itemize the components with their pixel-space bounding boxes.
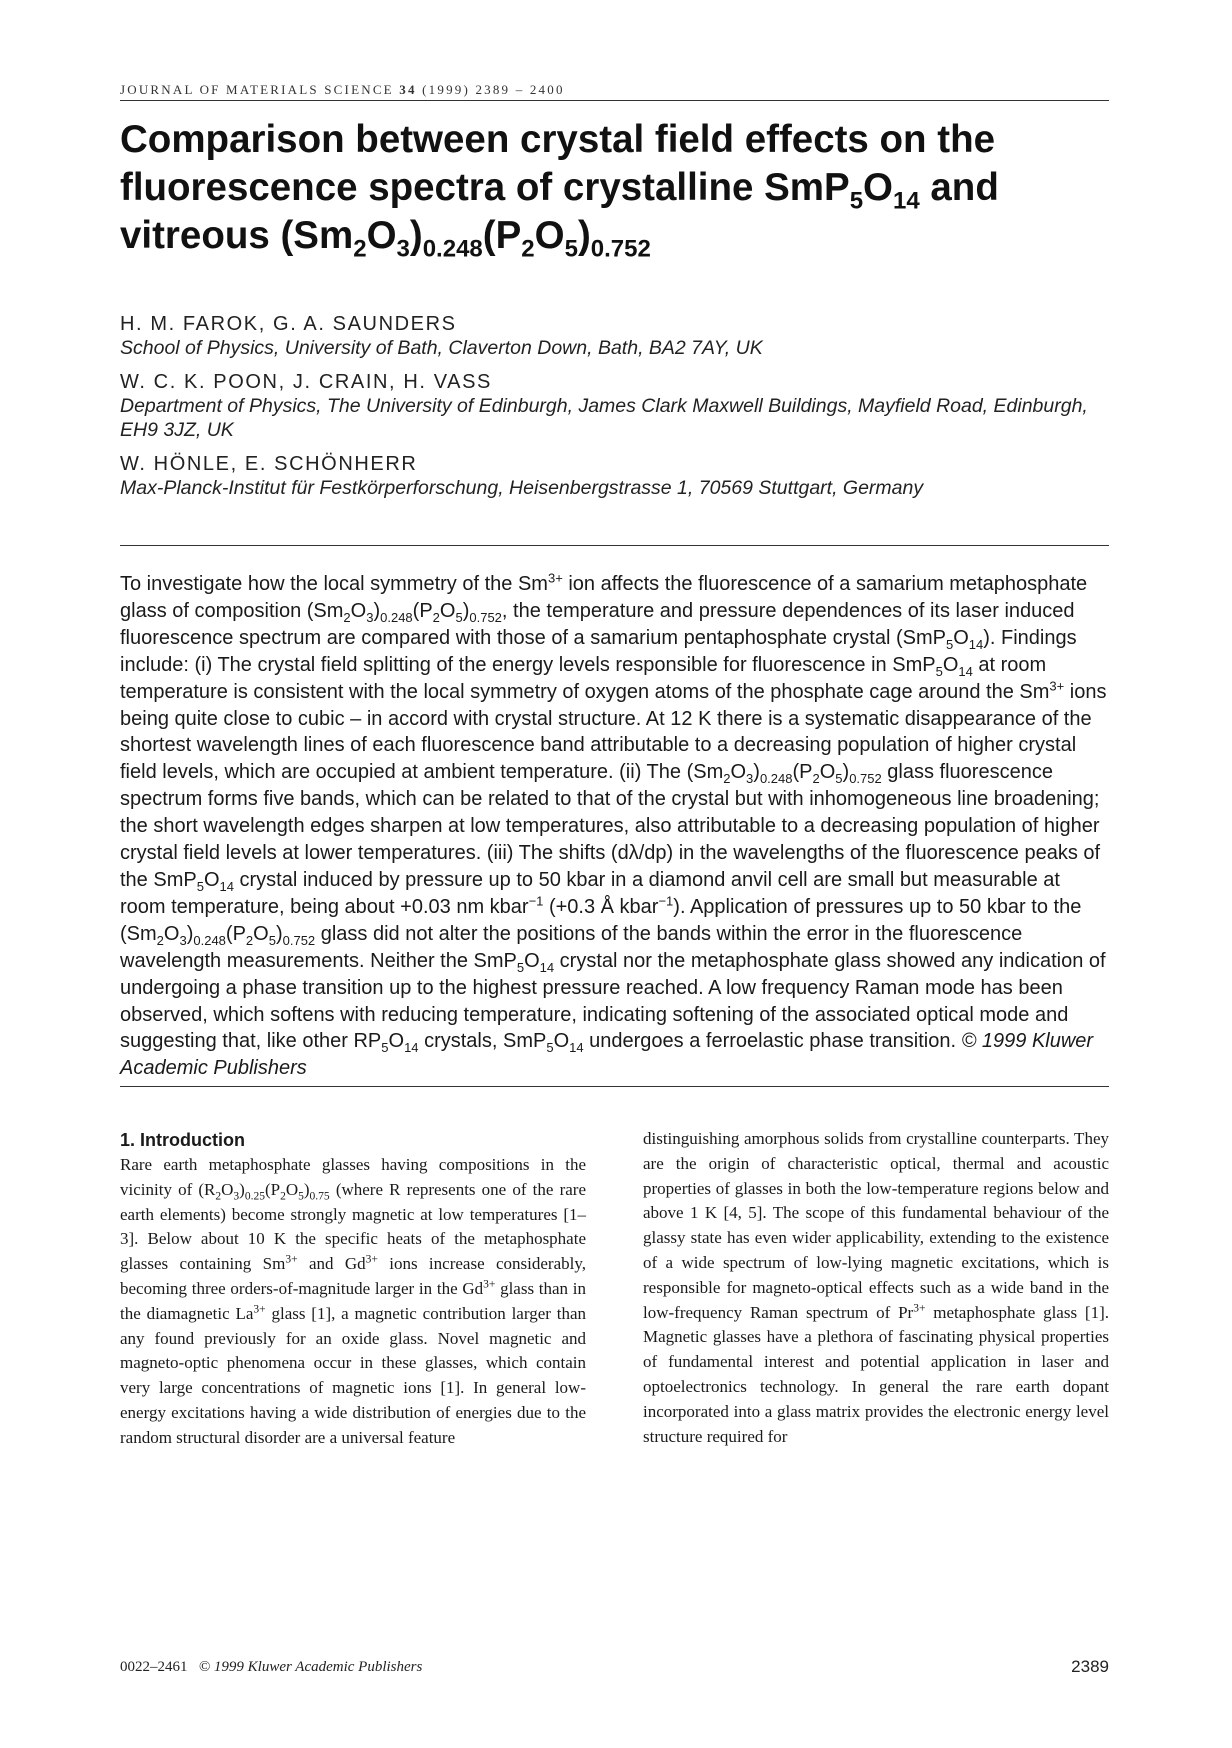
footer-copyright: © 1999 Kluwer Academic Publishers [198, 1659, 423, 1675]
journal-name: JOURNAL OF MATERIALS SCIENCE [120, 82, 394, 97]
author-names: H. M. FAROK, G. A. SAUNDERS [120, 313, 457, 335]
author-affiliation: Department of Physics, The University of Edinburgh, James Clark Maxwell Buildings, Mayfield Road, Edinburgh, EH9 3JZ, UK [120, 395, 1088, 441]
paper-title: Comparison between crystal field effects on the fluorescence spectra of crystalline $SmP_5O_{14}$ and vitreous $(Sm_2O_3)_{0.248}(P_2O_5)_{0.752}$ [120, 118, 999, 263]
paragraph: distinguishing amorphous solids from crystalline counterparts. They are the origin of characteristic optical, thermal and acoustic properties of glasses in both the low-temperature regions below and above 1 K [4, 5]. The scope of this fundamental behaviour of the glassy state has even wider applicability, extending to the existence of a wide spectrum of low-lying magnetic excitations, which is responsible for magneto-optical effects such as a wide band in the low-frequency Raman spectrum of $Pr^{3+}$ metaphosphate glass [1]. Magnetic glasses have a plethora of fascinating physical properties of fundamental interest and potential application in laser and optoelectronics technology. In general the rare earth dopant incorporated into a glass matrix provides the electronic energy level structure required for [643, 1129, 1109, 1446]
author-names: W. HÖNLE, E. SCHÖNHERR [120, 453, 418, 475]
author-group [120, 452, 1109, 500]
author-block [120, 312, 1109, 510]
abstract-top-rule [120, 545, 1109, 546]
abstract-copyright: © 1999 Kluwer Academic Publishers [120, 1030, 1094, 1080]
author-group [120, 312, 1109, 360]
page-number: 2389 [1071, 1657, 1109, 1676]
journal-year-pages: (1999) 2389 – 2400 [422, 82, 565, 97]
author-group [120, 370, 1109, 442]
journal-volume: 34 [399, 82, 417, 97]
footer-issn: 0022–2461 © 1999 Kluwer Academic Publishers [120, 1659, 423, 1675]
paper-page [120, 0, 1109, 1748]
author-affiliation: Max-Planck-Institut für Festkörperforschung, Heisenbergstrasse 1, 70569 Stuttgart, Germany [120, 477, 924, 499]
journal-header [120, 82, 1109, 98]
section-heading: 1. Introduction [120, 1130, 245, 1150]
paragraph: Rare earth metaphosphate glasses having compositions in the vicinity of $(R_2O_3)_{0.25}(P_2O_5)_{0.75}$ (where R represents one of the rare earth elements) become strongly magnetic at low temperatures [1–3]. Below about 10 K the specific heats of the metaphosphate glasses containing $Sm^{3+}$ and $Gd^{3+}$ ions increase considerably, becoming three orders-of-magnitude larger in the $Gd^{3+}$ glass than in the diamagnetic $La^{3+}$ glass [1], a magnetic contribution larger than any found previously for an oxide glass. Novel magnetic and magneto-optic phenomena occur in these glasses, which contain very large concentrations of magnetic ions [1]. In general low-energy excitations having a wide distribution of energies due to the random structural disorder are a universal feature [120, 1155, 586, 1447]
author-names: W. C. K. POON, J. CRAIN, H. VASS [120, 371, 492, 393]
author-affiliation: School of Physics, University of Bath, Claverton Down, Bath, BA2 7AY, UK [120, 337, 763, 359]
abstract: To investigate how the local symmetry of the $Sm^{3+}$ ion affects the fluorescence of a samarium metaphosphate glass of composition $(Sm_2O_3)_{0.248}(P_2O_5)_{0.752}$, the temperature and pressure dependences of its laser induced fluorescence spectrum are compared with those of a samarium pentaphosphate crystal $(SmP_5O_{14})$. Findings include: (i) The crystal field splitting of the energy levels responsible for fluorescence in $SmP_5O_{14}$ at room temperature is consistent with the local symmetry of oxygen atoms of the phosphate cage around the $Sm^{3+}$ ions being quite close to cubic – in accord with crystal structure. At 12 K there is a systematic disappearance of the shortest wavelength lines of each fluorescence band attributable to a decreasing population of higher crystal field levels, which are occupied at ambient temperature. (ii) The $(Sm_2O_3)_{0.248}(P_2O_5)_{0.752}$ glass fluorescence spectrum forms five bands, which can be related to that of the crystal but with inhomogeneous line broadening; the short wavelength edges sharpen at low temperatures, also attributable to a decreasing population of higher crystal field levels at lower temperatures. (iii) The shifts (dλ/dp) in the wavelengths of the fluorescence peaks of the $SmP_5O_{14}$ crystal induced by pressure up to 50 kbar in a diamond anvil cell are small but measurable at room temperature, being about +0.03 nm kbar$^{-1}$ (+0.3 Å kbar$^{-1}$). Application of pressures up to 50 kbar to the $(Sm_2O_3)_{0.248}(P_2O_5)_{0.752}$ glass did not alter the positions of the bands within the error in the fluorescence wavelength measurements. Neither the $SmP_5O_{14}$ crystal nor the metaphosphate glass showed any indication of undergoing a phase transition up to the highest pressure reached. A low frequency Raman mode has been observed, which softens with reducing temperature, indicating softening of the associated optical mode and suggesting that, like other $RP_5O_{14}$ crystals, $SmP_5O_{14}$ undergoes a ferroelastic phase transition. © 1999 Kluwer Academic Publishers [120, 570, 1107, 1080]
body-column-right [643, 1127, 1109, 1449]
body-column-left [120, 1127, 586, 1451]
abstract-bottom-rule [120, 1086, 1109, 1087]
header-rule [120, 100, 1109, 101]
